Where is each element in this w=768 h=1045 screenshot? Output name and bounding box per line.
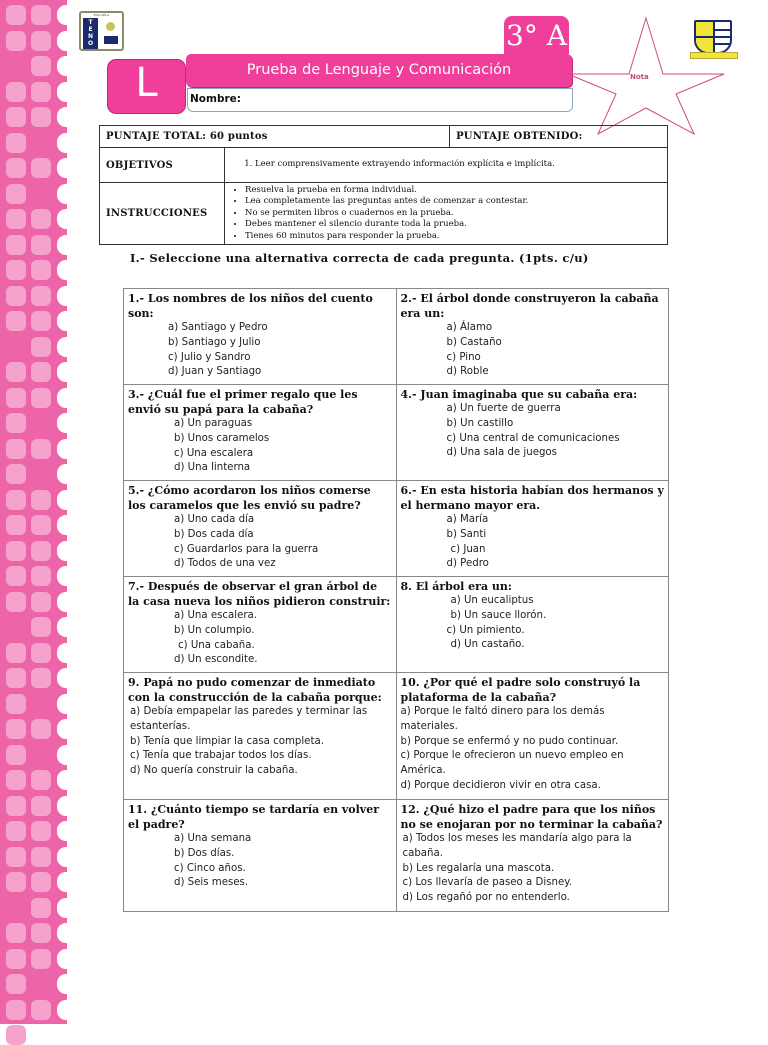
side-pattern-notch [57, 770, 71, 790]
side-pattern-notch [57, 413, 71, 433]
question-title: 3.- ¿Cuál fue el primer regalo que les envió su papá para la cabaña? [128, 388, 358, 416]
answer-option[interactable]: b) Dos cada día [174, 528, 254, 540]
side-pattern-cell [31, 592, 51, 612]
answer-option[interactable]: c) Porque le ofrecieron un nuevo empleo en América. [400, 750, 624, 777]
side-pattern-cell [6, 286, 26, 306]
side-pattern-cell [31, 362, 51, 382]
side-pattern-cell [31, 515, 51, 535]
side-pattern-notch [57, 949, 71, 969]
answer-option[interactable]: a) Uno cada día [174, 514, 255, 525]
answer-option[interactable]: c) Los llevaría de paseo a Disney. [402, 877, 573, 889]
page-title: Prueba de Lenguaje y Comunicación [186, 54, 572, 87]
side-pattern-cell [31, 5, 51, 25]
side-pattern-notch [57, 209, 71, 229]
section-title: I.- Seleccione una alternativa correcta de cada pregunta. (1pts. c/u) [130, 251, 589, 265]
question-5 [124, 481, 397, 577]
question-title: 10. ¿Por qué el padre solo construyó la plataforma de la cabaña? [400, 676, 641, 704]
answer-option[interactable]: d) Pedro [446, 558, 489, 570]
answer-option[interactable]: c) Un pimiento. [446, 624, 525, 636]
side-pattern-notch [57, 1025, 71, 1045]
answer-option[interactable]: a) Un fuerte de guerra [446, 403, 561, 414]
school-crest-teno-icon [79, 11, 124, 51]
side-pattern-cell [6, 439, 26, 459]
side-pattern-cell [31, 923, 51, 943]
side-pattern-cell [6, 464, 26, 484]
objectives-cell [225, 148, 668, 183]
side-pattern-cell [6, 745, 26, 765]
side-pattern-cell [6, 31, 26, 51]
side-pattern-notch [57, 490, 71, 510]
answer-option[interactable]: b) Un sauce llorón. [450, 609, 547, 621]
instructions-cell [225, 183, 668, 245]
side-pattern-cell [31, 541, 51, 561]
side-pattern-notch [57, 1000, 71, 1020]
side-pattern-cell [6, 158, 26, 178]
name-label: Nombre: [190, 93, 241, 105]
side-pattern-notch [57, 184, 71, 204]
side-pattern-cell [6, 184, 26, 204]
side-pattern-notch [57, 923, 71, 943]
side-pattern-notch [57, 617, 71, 637]
side-pattern-cell [6, 260, 26, 280]
side-pattern-cell [31, 770, 51, 790]
question-title: 4.- Juan imaginaba que su cabaña era: [400, 388, 638, 401]
answer-option[interactable]: d) Juan y Santiago [168, 366, 262, 378]
side-pattern-cell [6, 235, 26, 255]
side-pattern-cell [6, 566, 26, 586]
side-pattern-cell [31, 56, 51, 76]
question-title: 9. Papá no pudo comenzar de inmediato con la construcción de la cabaña porque: [128, 676, 382, 704]
answer-option[interactable]: b) Santi [446, 528, 487, 540]
question-title: 7.- Después de observar el gran árbol de la casa nueva los niños pidieron construir: [128, 580, 391, 608]
answer-option[interactable]: d) Todos de una vez [174, 558, 276, 570]
question-3 [124, 385, 397, 481]
crest-band [83, 18, 98, 49]
side-pattern-cell [31, 82, 51, 102]
side-pattern-notch [57, 5, 71, 25]
side-pattern-cell [31, 337, 51, 357]
side-pattern-cell [31, 949, 51, 969]
answer-option[interactable]: a) Santiago y Pedro [168, 322, 268, 333]
side-pattern-notch [57, 566, 71, 586]
side-pattern-notch [57, 541, 71, 561]
question-8 [396, 577, 669, 673]
side-pattern-notch [57, 898, 71, 918]
side-pattern-notch [57, 362, 71, 382]
side-pattern-notch [57, 260, 71, 280]
answer-option[interactable]: b) Les regalaría una mascota. [402, 862, 555, 874]
side-pattern-notch [57, 796, 71, 816]
question-2 [396, 289, 669, 385]
question-6 [396, 481, 669, 577]
side-pattern-cell [31, 898, 51, 918]
side-pattern-cell [6, 82, 26, 102]
side-pattern-cell [6, 592, 26, 612]
question-1 [124, 289, 397, 385]
side-pattern-cell [6, 847, 26, 867]
grade-label: Nota [630, 73, 649, 81]
class-badge: 3° A [504, 16, 569, 54]
side-pattern-notch [57, 974, 71, 994]
question-10 [396, 673, 669, 800]
question-title: 1.- Los nombres de los niños del cuento son: [128, 292, 373, 320]
decorative-side-border [0, 0, 67, 1024]
side-pattern-cell [6, 515, 26, 535]
objectives-list [231, 159, 661, 170]
side-pattern-notch [57, 82, 71, 102]
instructions-label: INSTRUCCIONES [100, 183, 225, 245]
side-pattern-cell [6, 490, 26, 510]
answer-option[interactable]: d) Un escondite. [174, 654, 258, 666]
side-pattern-notch [57, 515, 71, 535]
side-pattern-cell [6, 796, 26, 816]
answer-option[interactable]: d) Los regañó por no entenderlo. [402, 892, 570, 904]
side-pattern-cell [6, 694, 26, 714]
answer-option[interactable]: d) No quería construir la cabaña. [130, 765, 298, 777]
side-pattern-cell [31, 821, 51, 841]
side-pattern-cell [31, 107, 51, 127]
side-pattern-cell [6, 770, 26, 790]
side-pattern-cell [31, 796, 51, 816]
side-pattern-notch [57, 286, 71, 306]
objective-item: 1. Leer comprensivamente extrayendo información explícita e implícita. [255, 159, 661, 170]
side-pattern-cell [31, 668, 51, 688]
answer-option[interactable]: a) Una escalera. [174, 610, 258, 621]
side-pattern-notch [57, 311, 71, 331]
side-pattern-notch [57, 643, 71, 663]
side-pattern-cell [6, 311, 26, 331]
answer-option[interactable]: c) Una escalera [174, 447, 254, 459]
side-pattern-cell [31, 388, 51, 408]
side-pattern-cell [6, 668, 26, 688]
question-7 [124, 577, 397, 673]
answer-option[interactable]: b) Porque se enfermó y no pudo continuar. [400, 735, 619, 747]
side-pattern-cell [31, 158, 51, 178]
instructions-list [231, 185, 661, 242]
side-pattern-notch [57, 158, 71, 178]
instruction-item: • Lea completamente las preguntas antes de comenzar a contestar. [245, 196, 661, 207]
question-12 [396, 800, 669, 912]
side-pattern-cell [31, 260, 51, 280]
question-4 [396, 385, 669, 481]
answer-option[interactable]: d) Una linterna [174, 462, 251, 474]
answer-option[interactable]: a) Una semana [174, 833, 252, 844]
answer-option[interactable]: c) Una cabaña. [178, 639, 255, 651]
side-pattern-cell [31, 643, 51, 663]
answer-option[interactable]: b) Tenía que limpiar la casa completa. [130, 735, 324, 747]
side-pattern-cell [6, 413, 26, 433]
side-pattern-cell [6, 388, 26, 408]
side-pattern-cell [6, 5, 26, 25]
side-pattern-notch [57, 847, 71, 867]
answer-option[interactable]: b) Unos caramelos [174, 432, 270, 444]
side-pattern-notch [57, 872, 71, 892]
questions-grid [123, 288, 669, 912]
side-pattern-cell [31, 439, 51, 459]
answer-option[interactable]: c) Cinco años. [174, 862, 246, 874]
answer-option[interactable]: a) Álamo [446, 322, 493, 333]
side-pattern-cell [6, 949, 26, 969]
answer-option[interactable]: c) Tenía que trabajar todos los días. [130, 750, 312, 762]
side-pattern-cell [31, 235, 51, 255]
instruction-item: • Debes mantener el silencio durante toda la prueba. [245, 219, 661, 230]
answer-option[interactable]: a) Porque le faltó dinero para los demás materiales. [400, 706, 605, 732]
instruction-item: • Tienes 60 minutos para responder la prueba. [245, 231, 661, 242]
question-9 [124, 673, 397, 800]
answer-option[interactable]: d) Seis meses. [174, 877, 249, 889]
obtained-score-label: PUNTAJE OBTENIDO: [450, 126, 668, 148]
side-pattern-cell [31, 617, 51, 637]
side-pattern-cell [6, 209, 26, 229]
crest-sun-icon [106, 22, 115, 31]
total-score-label: PUNTAJE TOTAL: 60 puntos [100, 126, 450, 148]
side-pattern-cell [6, 107, 26, 127]
question-title: 2.- El árbol donde construyeron la cabaña era un: [400, 292, 659, 320]
side-pattern-cell [31, 490, 51, 510]
side-pattern-notch [57, 745, 71, 765]
side-pattern-notch [57, 337, 71, 357]
side-pattern-notch [57, 668, 71, 688]
side-pattern-notch [57, 464, 71, 484]
answer-option[interactable]: c) Guardarlos para la guerra [174, 543, 319, 555]
question-title: 12. ¿Qué hizo el padre para que los niños no se enojaran por no terminar la cabaña? [400, 803, 663, 831]
question-title: 5.- ¿Cómo acordaron los niños comerse los caramelos que les envió su padre? [128, 484, 371, 512]
answer-option[interactable]: b) Un castillo [446, 417, 514, 429]
side-pattern-notch [57, 56, 71, 76]
info-table [99, 125, 668, 245]
side-pattern-cell [6, 133, 26, 153]
answer-option[interactable]: a) Un eucaliptus [450, 595, 534, 606]
side-pattern-notch [57, 592, 71, 612]
side-pattern-cell [31, 31, 51, 51]
side-pattern-cell [6, 719, 26, 739]
answer-option[interactable]: b) Un columpio. [174, 624, 255, 636]
side-pattern-cell [31, 847, 51, 867]
objectives-label: OBJETIVOS [100, 148, 225, 183]
answer-option[interactable]: a) Un paraguas [174, 418, 253, 429]
side-pattern-cell [31, 719, 51, 739]
answer-option[interactable]: a) María [446, 514, 489, 525]
answer-option[interactable]: d) Un castaño. [450, 639, 525, 651]
side-pattern-cell [6, 1000, 26, 1020]
side-pattern-cell [6, 643, 26, 663]
crest-top-text: ESCUELA [93, 13, 110, 17]
instruction-item: • Resuelva la prueba en forma individual. [245, 185, 661, 196]
side-pattern-notch [57, 107, 71, 127]
side-pattern-notch [57, 133, 71, 153]
side-pattern-notch [57, 821, 71, 841]
side-pattern-notch [57, 388, 71, 408]
answer-option[interactable]: d) Roble [446, 366, 489, 378]
side-pattern-cell [6, 362, 26, 382]
question-title: 6.- En esta historia habían dos hermanos y el hermano mayor era. [400, 484, 664, 512]
answer-option[interactable]: c) Una central de comunicaciones [446, 432, 620, 444]
crest-text: TENO [87, 19, 94, 47]
side-pattern-cell [6, 821, 26, 841]
answer-option[interactable]: c) Julio y Sandro [168, 351, 251, 363]
instruction-item: • No se permiten libros o cuadernos en la prueba. [245, 208, 661, 219]
answer-option[interactable]: b) Santiago y Julio [168, 336, 261, 348]
question-title: 11. ¿Cuánto tiempo se tardaría en volver el padre? [128, 803, 379, 831]
side-pattern-cell [31, 872, 51, 892]
answer-option[interactable]: a) Todos los meses les mandaría algo para la cabaña. [402, 833, 632, 859]
answer-option[interactable]: d) Una sala de juegos [446, 447, 557, 459]
answer-option[interactable]: a) Debía empapelar las paredes y terminar las estanterías. [130, 706, 368, 732]
side-pattern-cell [6, 1025, 26, 1045]
answer-option[interactable]: c) Juan [450, 543, 486, 555]
side-pattern-cell [31, 566, 51, 586]
question-title: 8. El árbol era un: [400, 580, 512, 593]
side-pattern-notch [57, 31, 71, 51]
answer-option[interactable]: c) Pino [446, 351, 481, 363]
answer-option[interactable]: d) Porque decidieron vivir en otra casa. [400, 779, 601, 791]
answer-option[interactable]: b) Dos días. [174, 847, 235, 859]
crest-book-icon [104, 36, 118, 44]
side-pattern-cell [6, 923, 26, 943]
side-pattern-cell [31, 209, 51, 229]
question-11 [124, 800, 397, 912]
side-pattern-cell [6, 541, 26, 561]
side-pattern-cell [31, 311, 51, 331]
side-pattern-cell [6, 974, 26, 994]
side-pattern-cell [31, 1000, 51, 1020]
subject-letter: L [107, 59, 186, 114]
side-pattern-notch [57, 694, 71, 714]
side-pattern-notch [57, 439, 71, 459]
name-field[interactable] [187, 88, 573, 112]
answer-option[interactable]: b) Castaño [446, 336, 502, 348]
side-pattern-notch [57, 719, 71, 739]
side-pattern-cell [6, 872, 26, 892]
side-pattern-notch [57, 235, 71, 255]
side-pattern-cell [31, 286, 51, 306]
